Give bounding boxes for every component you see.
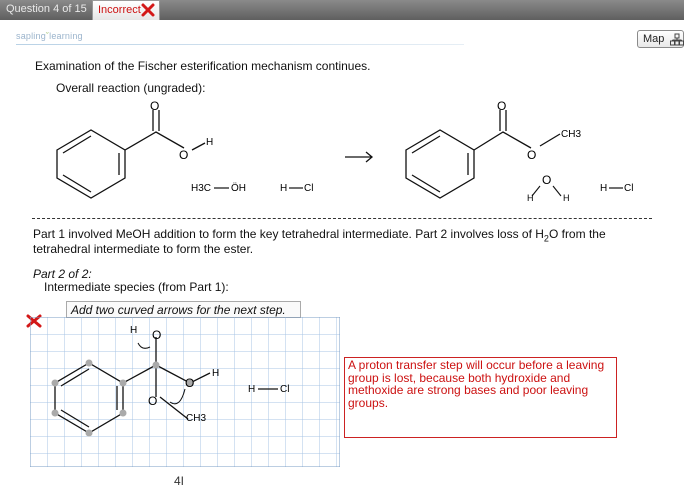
acid-h: H bbox=[280, 183, 288, 194]
subscript-2: 2 bbox=[543, 233, 549, 244]
water-o: O bbox=[542, 173, 552, 187]
logo-underline bbox=[16, 44, 464, 45]
feedback-box bbox=[344, 357, 617, 438]
map-button[interactable] bbox=[637, 30, 684, 48]
ester-oxygen: O bbox=[497, 99, 507, 113]
incorrect-label: Incorrect bbox=[98, 4, 141, 16]
water-h1: H bbox=[527, 193, 534, 203]
canvas-o-bottom: O bbox=[148, 394, 158, 408]
product-acid-cl: Cl bbox=[624, 183, 634, 194]
map-icon bbox=[670, 33, 684, 47]
overall-reaction-label: Overall reaction (ungraded): bbox=[56, 81, 206, 95]
ester-ch3: CH3 bbox=[561, 129, 582, 140]
canvas-ch3: CH3 bbox=[186, 413, 207, 424]
incorrect-x-icon bbox=[140, 2, 156, 18]
canvas-o-right: O bbox=[185, 376, 195, 390]
reaction-arrow-icon bbox=[345, 152, 372, 162]
drawing-canvas[interactable] bbox=[30, 317, 340, 467]
canvas-o-top: O bbox=[152, 328, 162, 342]
acid-cl: Cl bbox=[304, 183, 314, 194]
incorrect-status-tab[interactable] bbox=[92, 0, 160, 20]
canvas-cl: Cl bbox=[280, 384, 290, 395]
water-h2: H bbox=[563, 193, 570, 203]
canvas-h-top: H bbox=[130, 325, 138, 336]
section-divider bbox=[32, 218, 652, 219]
sapling-learning-logo bbox=[16, 31, 83, 41]
map-button-label: Map bbox=[643, 33, 665, 45]
aldehyde-h: H bbox=[206, 137, 214, 148]
aldehyde-oxygen: O bbox=[150, 99, 160, 113]
logo-text-sapling: sapling bbox=[16, 31, 46, 41]
question-counter: Question 4 of 15 bbox=[6, 3, 87, 15]
ester-o-ring: O bbox=[527, 148, 537, 162]
instruction-text: Add two curved arrows for the next step. bbox=[71, 303, 286, 317]
product-acid-h: H bbox=[600, 183, 608, 194]
product-ester bbox=[406, 110, 560, 198]
question-intro: Examination of the Fischer esterification mechanism continues. bbox=[35, 59, 371, 73]
logo-text-learning: learning bbox=[49, 31, 83, 41]
intermediate-label: Intermediate species (from Part 1): bbox=[44, 280, 229, 294]
part-summary-line1: Part 1 involved MeOH addition to form the key tetrahedral intermediate. Part 2 involves loss of $H_2O$ from the bbox=[33, 227, 606, 244]
part-summary-line2: tetrahedral intermediate to form the ester. bbox=[33, 242, 254, 256]
instruction-box bbox=[66, 301, 301, 318]
logo-leaf-icon: ˇ bbox=[45, 31, 50, 41]
canvas-h-right: H bbox=[212, 368, 220, 379]
bottom-glyph: 4I bbox=[174, 474, 185, 488]
part-label: Part 2 of 2: bbox=[33, 267, 92, 281]
aldehyde-o-ring: O bbox=[179, 148, 189, 162]
canvas-h-acid: H bbox=[248, 384, 256, 395]
overall-reaction-diagram bbox=[0, 90, 684, 215]
methanol-oh: ÖH bbox=[231, 183, 246, 194]
brand-row bbox=[16, 31, 464, 45]
methanol-h3c: H3C bbox=[191, 183, 212, 194]
feedback-text: A proton transfer step will occur before a leaving group is lost, because both hydroxide and methoxide are strong bases and poor leaving groups. bbox=[348, 358, 605, 410]
question-header-bar bbox=[0, 0, 684, 20]
